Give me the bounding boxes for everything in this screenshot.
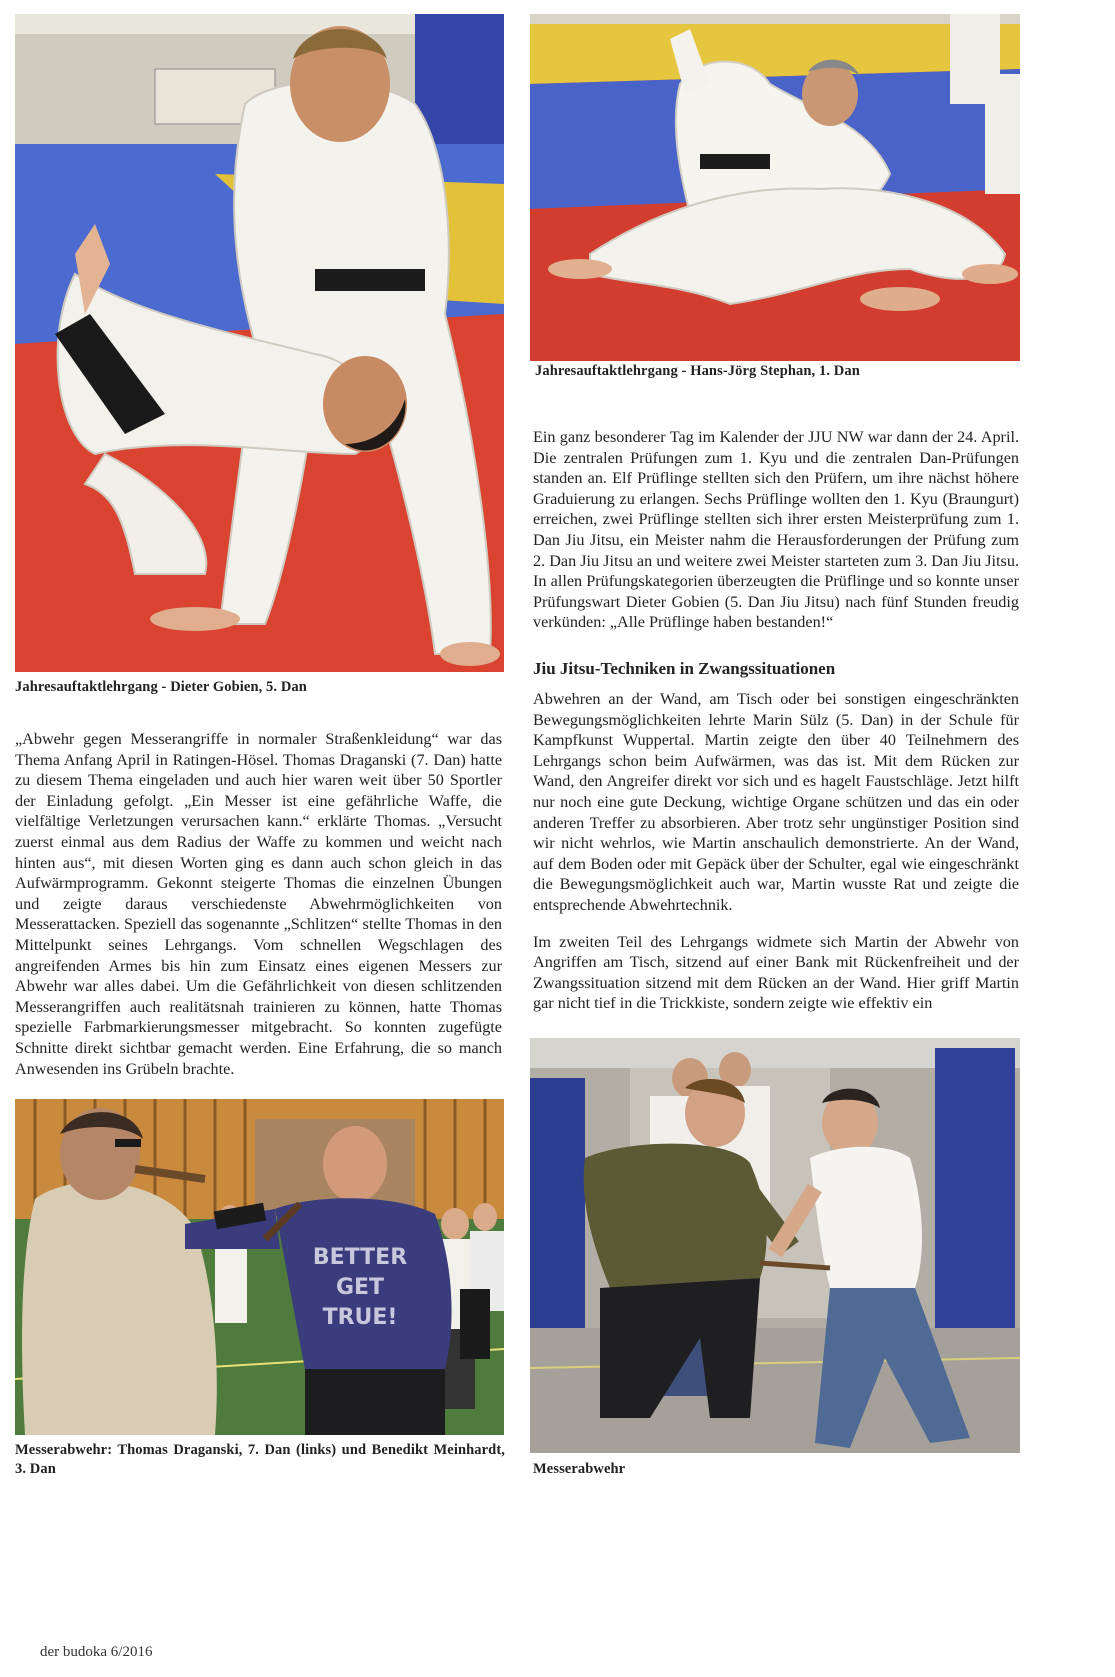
photo-gobien-throw xyxy=(15,14,504,672)
photo-messerabwehr xyxy=(530,1038,1020,1453)
table-defense-paragraph: Im zweiten Teil des Lehrgangs widmete sich Martin der Abwehr von Angriffen am Tisch, sitzend auf einer Bank mit Rückenfreiheit und der Zwangssituation sitzend mit dem Rücken an der Wand. Hier griff Martin gar nicht tief in die Trickkiste, sondern zeigte wie effektiv ein xyxy=(533,932,1019,1013)
article-right-paragraph-2 xyxy=(533,689,1019,1030)
shirt-text-line-3: TRUE! xyxy=(322,1305,398,1330)
knife-defense-paragraph: „Abwehr gegen Messerangriffe in normaler Straßenkleidung“ war das Thema Anfang April in Ratingen-Hösel. Thomas Draganski (7. Dan) hatte zu diesem Thema eingeladen und auch hier waren weit über 50 Sportler der Einladung gefolgt. „Ein Messer ist eine gefährliche Waffe, die vielfältige Verletzungen verursachen kann.“ erklärte Thomas. „Versucht zuerst einmal aus dem Radius der Waffe zu kommen und weicht nach hinten aus“, mit diesen Worten ging es dann auch schon gleich in das Aufwärmprogramm. Gekonnt steigerte Thomas die einzelnen Übungen und zeigte daraus verschiedenste Abwehrmöglichkeiten von Messerattacken. Speziell das sogenannte „Schlitzen“ stellte Thomas in den Mittelpunkt seines Lehrgangs. Vom schnellen Wegschlagen des angreifenden Armes bis hin zum Einsatz eines eigenen Messers zur Abwehr war alles dabei. Um die Gefährlichkeit von diesen schlitzenden Messerangriffen auch realitätsnah trainieren zu können, hatte Thomas spezielle Farbmarkierungsmesser mitgebracht. So konnten zugefügte Schnitte direkt sichtbar gemacht werden. Eine Erfahrung, die so manch Anwesenden ins Grübeln brachte. xyxy=(15,730,502,1078)
caption-photo4: Messerabwehr xyxy=(533,1461,626,1477)
article-right-paragraph-1 xyxy=(533,427,1019,649)
shirt-text-line-2: GET xyxy=(335,1275,385,1300)
caption-photo2: Jahresauftaktlehrgang - Hans-Jörg Stephan, 1. Dan xyxy=(535,363,860,379)
article-left-column xyxy=(15,729,502,1095)
photo-draganski-knife xyxy=(15,1099,504,1435)
section-heading: Jiu Jitsu-Techniken in Zwangssituationen xyxy=(533,659,836,678)
photo-stephan-ground xyxy=(530,14,1020,361)
shirt-text-line-1: BETTER xyxy=(312,1245,408,1270)
exam-day-paragraph: Ein ganz besonderer Tag im Kalender der JJU NW war dann der 24. April. Die zentralen Prüfungen zum 1. Kyu und die zentralen Dan-Prüfungen standen an. Elf Prüflinge stellten sich den Prüfern, um ihre nächst höhere Graduierung zu erlangen. Sechs Prüflinge wollten den 1. Kyu (Braungurt) erreichen, zwei Prüflinge stellten sich ihrer ersten Meisterprüfung zum 1. Dan Jiu Jitsu, ein Meister nahm die Herausforderungen der Prüfung zum 2. Dan Jiu Jitsu an und weitere zwei Meister starteten zum 3. Dan Jiu Jitsu. In allen Prüfungskategorien überzeugten die Prüflinge und so konnte unser Prüfungswart Dieter Gobien (5. Dan Jiu Jitsu) nach fünf Stunden freudig verkünden: „Alle Prüflinge haben bestanden!“ xyxy=(533,428,1019,632)
wall-defense-paragraph: Abwehren an der Wand, am Tisch oder bei sonstigen eingeschränkten Bewegungsmöglichkeiten lehrte Marin Sülz (5. Dan) in der Schule für Kampfkunst Wuppertal. Martin zeigte den über 40 Teilnehmern des Lehrgangs schon beim Aufwärmen, was das ist. Mit dem Rücken zur Wand, den Angreifer direkt vor sich und es hagelt Faustschläge. Jetzt hilft nur noch eine gute Deckung, wichtige Organe schützen und das ein oder anderen Treffer zu absorbieren. Aber trotz sehr ungünstiger Position sind wir nicht wehrlos, wie Martin anschaulich demonstrierte. An der Wand, auf dem Boden oder mit Gepäck über der Schulter, egal wie eingeschränkt die Bewegungsmöglichkeit auch war, Martin wusste Rat und zeigte die entsprechende Abwehrtechnik. xyxy=(533,690,1019,914)
footer-issue: der budoka 6/2016 xyxy=(40,1644,153,1660)
caption-photo3: Messerabwehr: Thomas Draganski, 7. Dan (links) und Benedikt Meinhardt, 3. Dan xyxy=(15,1442,505,1477)
caption-photo1: Jahresauftaktlehrgang - Dieter Gobien, 5. Dan xyxy=(15,679,307,695)
